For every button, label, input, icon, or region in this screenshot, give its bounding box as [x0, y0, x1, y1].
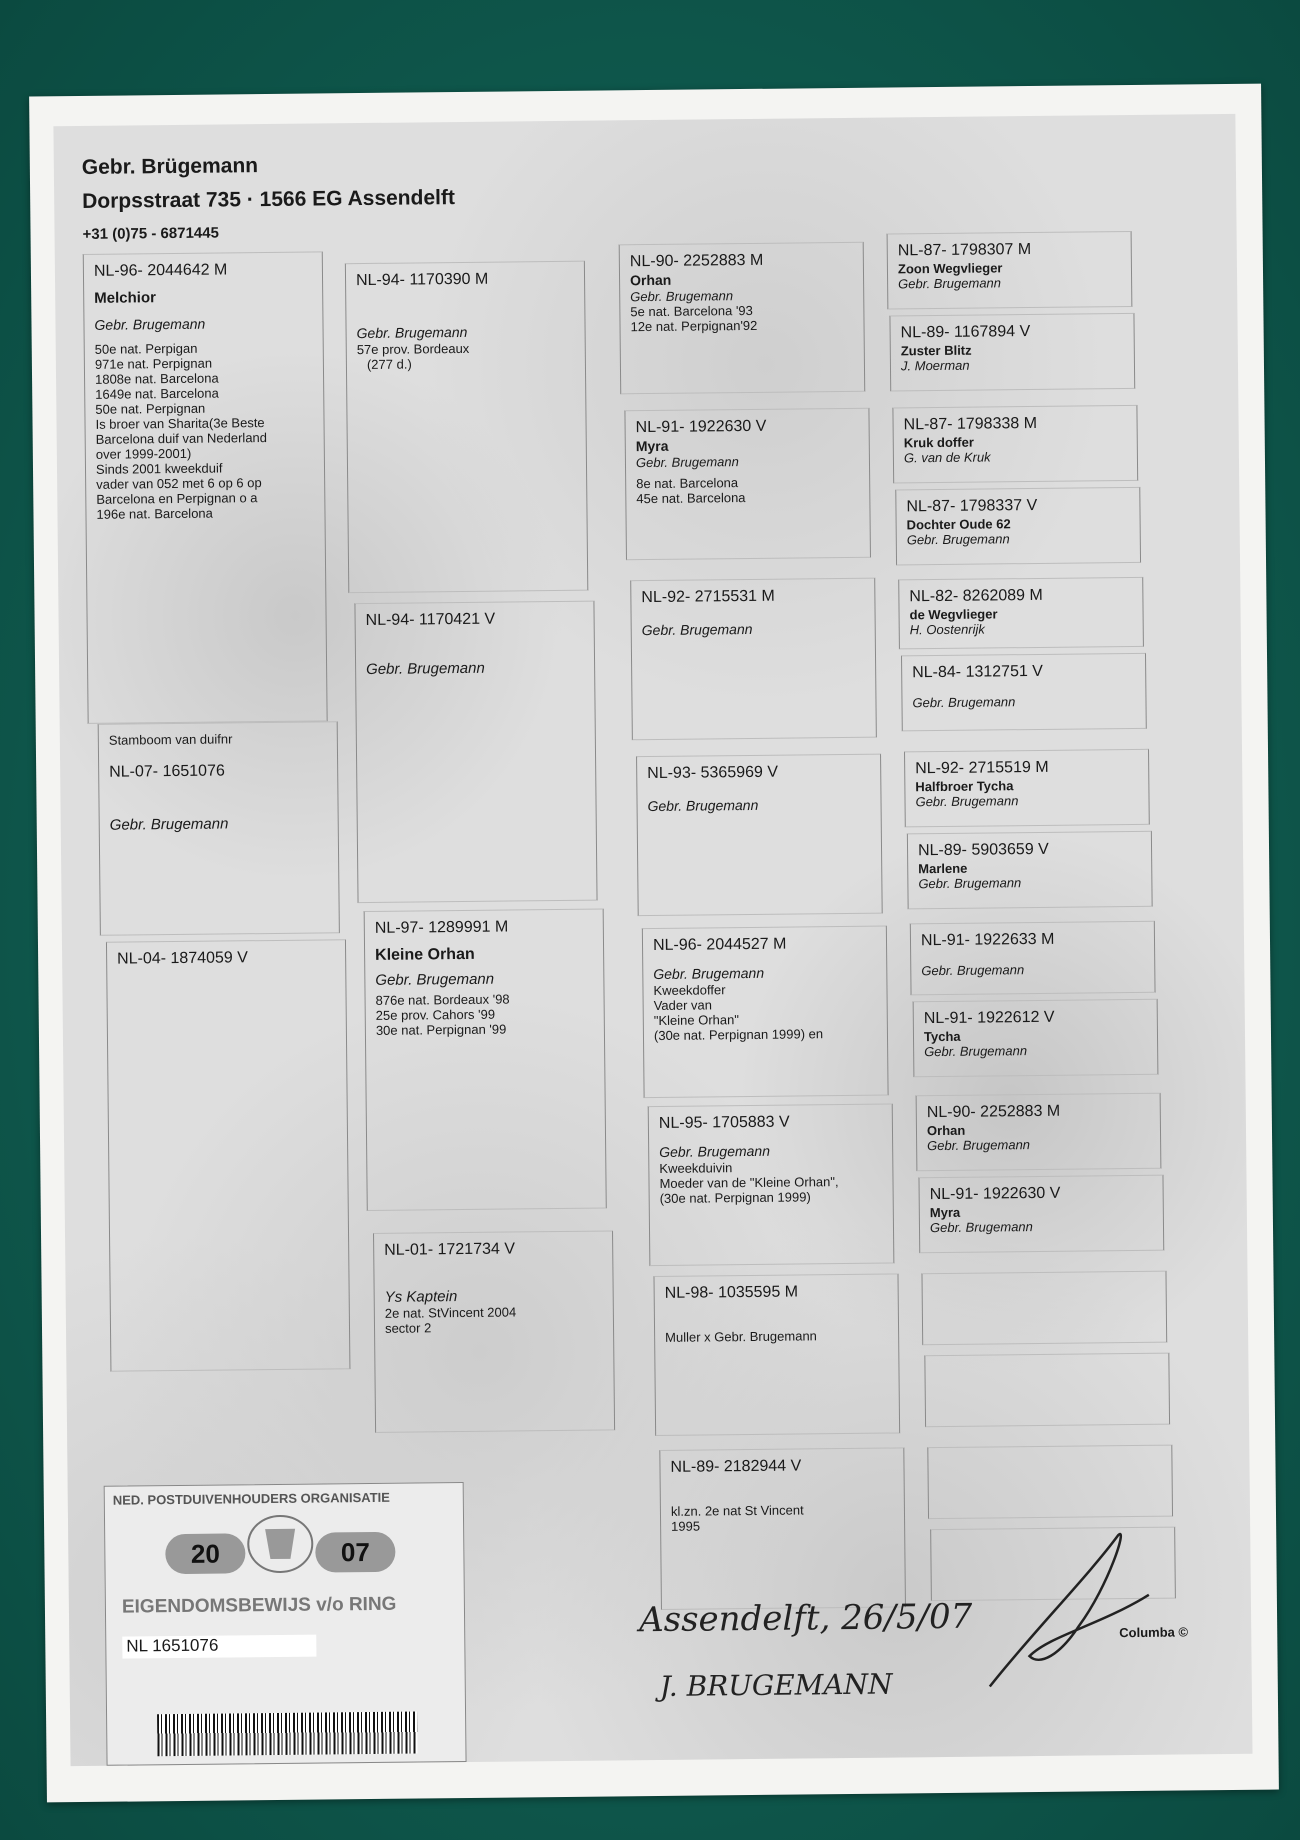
signature-place-date: Assendelft, 26/5/07 [638, 1596, 973, 1641]
sire-note: vader van 052 met 6 op 6 op [96, 475, 262, 492]
certificate-title: EIGENDOMSBEWIJS v/o RING [121, 1593, 397, 1618]
gen4-box [918, 1175, 1164, 1254]
gen4-owner: Gebr. Brugemann [918, 875, 1022, 892]
gen4-owner: Gebr. Brugemann [927, 1137, 1031, 1154]
gen3-box [653, 1273, 900, 1436]
gen2-owner: Gebr. Brugemann [366, 659, 485, 678]
gen3-note: "Kleine Orhan" [653, 1012, 739, 1029]
gen4-ring: NL-87- 1798307 M [897, 241, 1032, 260]
gen4-ring: NL-87- 1798337 V [906, 496, 1038, 516]
gen4-empty-box [924, 1353, 1170, 1428]
gen2-owner: Ys Kaptein [384, 1288, 458, 1306]
gen3-owner: Gebr. Brugemann [647, 796, 759, 815]
gen4-empty-box [921, 1271, 1167, 1346]
gen3-note: Moeder van de "Kleine Orhan", [659, 1174, 839, 1191]
breeder-name: Gebr. Brügemann [81, 154, 259, 179]
sire-ring: NL-96- 2044642 M [93, 261, 228, 280]
certificate-year-right: 07 [315, 1532, 395, 1573]
gen4-box [901, 653, 1147, 732]
certificate-ring: NL 1651076 [122, 1635, 316, 1659]
sire-note: Is broer van Sharita(3e Beste [95, 415, 265, 432]
gen3-ring: NL-96- 2044527 M [652, 935, 787, 955]
signature-name: J. BRUGEMANN [659, 1667, 893, 1703]
gen4-owner: Gebr. Brugemann [921, 962, 1025, 979]
crest-icon [235, 1508, 326, 1579]
breeder-address: Dorpsstraat 735 · 1566 EG Assendelft [82, 186, 456, 213]
gen4-ring: NL-91- 1922630 V [929, 1184, 1061, 1204]
gen4-box [904, 749, 1150, 828]
gen2-ring: NL-97- 1289991 M [374, 918, 509, 937]
gen4-box [898, 577, 1144, 650]
sire-note: 1808e nat. Barcelona [94, 370, 219, 387]
gen3-ring: NL-95- 1705883 V [658, 1113, 790, 1132]
gen4-name: Marlene [918, 860, 968, 877]
gen3-note: 12e nat. Perpignan'92 [630, 317, 758, 335]
gen3-box [619, 242, 866, 395]
gen4-ring: NL-82- 8262089 M [909, 586, 1043, 606]
gen3-name: Myra [635, 437, 669, 455]
gen3-owner: Gebr. Brugemann [641, 620, 753, 639]
gen2-note: 57e prov. Bordeaux [356, 340, 470, 358]
gen4-ring: NL-87- 1798338 M [903, 414, 1038, 434]
gen4-ring: NL-90- 2252883 M [926, 1102, 1061, 1122]
gen3-note: Muller x Gebr. Brugemann [665, 1328, 817, 1345]
sire-note: Barcelona duif van Nederland [95, 430, 268, 447]
gen3-box [636, 754, 883, 917]
gen4-name: Myra [929, 1204, 961, 1221]
gen2-box [345, 261, 588, 593]
gen4-box [892, 405, 1138, 484]
gen4-name: Halfbroer Tycha [915, 778, 1014, 795]
gen4-owner: J. Moerman [900, 357, 970, 374]
gen4-box [887, 231, 1133, 310]
sire-note: Barcelona en Perpignan o a [96, 490, 258, 507]
gen3-box [659, 1447, 906, 1610]
gen4-box [916, 1093, 1162, 1172]
gen3-note: kl.zn. 2e nat St Vincent [670, 1502, 804, 1519]
gen3-note: 8e nat. Barcelona [636, 475, 739, 492]
gen2-name: Kleine Orhan [375, 945, 475, 964]
sire-box [83, 251, 328, 723]
gen4-name: Orhan [926, 1122, 966, 1139]
gen4-empty-box [927, 1445, 1173, 1520]
dam-box [106, 939, 350, 1371]
gen2-ring: NL-01- 1721734 V [384, 1240, 516, 1259]
gen3-owner: Gebr. Brugemann [635, 454, 739, 471]
gen2-ring: NL-94- 1170390 M [355, 270, 489, 290]
gen4-ring: NL-91- 1922633 M [920, 930, 1055, 950]
gen4-owner: Gebr. Brugemann [915, 793, 1019, 810]
gen2-note: 876e nat. Bordeaux '98 [375, 991, 510, 1008]
gen2-note: 2e nat. StVincent 2004 [384, 1304, 517, 1321]
breeder-phone: +31 (0)75 - 6871445 [82, 224, 219, 243]
gen3-note: 45e nat. Barcelona [636, 490, 746, 507]
gen3-note: Kweekduivin [659, 1160, 733, 1176]
dam-ring: NL-04- 1874059 V [117, 949, 248, 968]
gen3-owner: Gebr. Brugemann [659, 1142, 771, 1160]
gen3-note: 1995 [671, 1518, 701, 1534]
gen3-owner: Gebr. Brugemann [630, 288, 734, 305]
gen4-name: Dochter Oude 62 [906, 516, 1011, 533]
gen3-ring: NL-98- 1035595 M [664, 1283, 799, 1302]
gen2-note: sector 2 [384, 1320, 432, 1336]
sire-note: 196e nat. Barcelona [96, 505, 213, 522]
gen3-note: (30e nat. Perpignan 1999) [659, 1189, 811, 1206]
sire-note: Sinds 2001 kweekduif [95, 460, 223, 477]
gen3-note: 5e nat. Barcelona '93 [630, 302, 753, 320]
gen4-box [910, 921, 1156, 996]
gen4-owner: Gebr. Brugemann [906, 531, 1010, 548]
subject-ring: NL-07- 1651076 [109, 762, 225, 781]
gen4-box [889, 313, 1135, 392]
gen4-owner: Gebr. Brugemann [912, 694, 1016, 711]
certificate-org: NED. POSTDUIVENHOUDERS ORGANISATIE [112, 1489, 390, 1508]
gen4-owner: Gebr. Brugemann [924, 1043, 1028, 1060]
subject-box [98, 721, 340, 936]
gen3-ring: NL-89- 2182944 V [670, 1457, 802, 1476]
gen4-name: Zuster Blitz [900, 342, 972, 359]
signature-scribble [968, 1515, 1170, 1697]
gen2-owner: Gebr. Brugemann [356, 323, 468, 342]
pedigree-sheet [29, 84, 1279, 1803]
gen3-box [642, 926, 889, 1099]
sire-name: Melchior [94, 289, 156, 307]
sire-note: over 1999-2001) [95, 445, 192, 462]
gen3-ring: NL-93- 5365969 V [647, 763, 779, 783]
gen3-note: (30e nat. Perpignan 1999) en [653, 1026, 824, 1044]
gen3-box [624, 408, 871, 561]
gen2-box [373, 1230, 615, 1433]
sire-note: 971e nat. Perpignan [94, 355, 213, 372]
sire-owner: Gebr. Brugemann [94, 315, 206, 333]
gen4-owner: Gebr. Brugemann [898, 275, 1002, 292]
sire-note: 50e nat. Perpignan [95, 400, 206, 417]
gen3-box [630, 578, 877, 741]
gen2-owner: Gebr. Brugemann [375, 970, 495, 989]
sire-note: 1649e nat. Barcelona [95, 385, 219, 402]
gen4-ring: NL-84- 1312751 V [912, 662, 1044, 682]
gen4-ring: NL-91- 1922612 V [923, 1008, 1055, 1028]
sire-note: 50e nat. Perpigan [94, 340, 198, 357]
gen3-ring: NL-92- 2715531 M [641, 587, 775, 607]
subject-owner: Gebr. Brugemann [109, 815, 229, 834]
barcode [157, 1712, 417, 1757]
gen2-box [354, 601, 597, 903]
gen3-note: Kweekdoffer [653, 982, 726, 999]
gen4-ring: NL-89- 1167894 V [900, 323, 1031, 342]
gen4-ring: NL-92- 2715519 M [915, 758, 1049, 778]
gen4-box [913, 999, 1159, 1078]
gen3-owner: Gebr. Brugemann [653, 964, 765, 983]
gen4-name: Zoon Wegvlieger [897, 260, 1003, 277]
gen3-ring: NL-91- 1922630 V [635, 417, 767, 437]
subject-label: Stamboom van duifnr [108, 731, 233, 748]
gen4-name: de Wegvlieger [909, 606, 998, 623]
certificate-year-left: 20 [165, 1533, 245, 1574]
gen2-note: 30e nat. Perpignan '99 [375, 1021, 507, 1038]
gen3-ring: NL-90- 2252883 M [629, 251, 764, 271]
gen4-box [895, 487, 1141, 566]
gen2-note: 25e prov. Cahors '99 [375, 1006, 496, 1023]
footer-brand: Columba © [1119, 1624, 1189, 1641]
gen4-name: Kruk doffer [903, 434, 974, 451]
gen2-box [364, 909, 607, 1211]
gen4-owner: Gebr. Brugemann [929, 1219, 1033, 1236]
gen3-note: Vader van [653, 997, 713, 1014]
gen4-owner: H. Oostenrijk [909, 621, 985, 638]
gen2-note: (277 d.) [366, 356, 412, 372]
gen3-name: Orhan [629, 271, 672, 289]
gen3-box [648, 1104, 895, 1267]
gen4-ring: NL-89- 5903659 V [917, 840, 1049, 860]
gen4-owner: G. van de Kruk [903, 449, 991, 466]
ownership-certificate [104, 1482, 467, 1766]
gen2-ring: NL-94- 1170421 V [365, 610, 496, 630]
gen4-box [907, 831, 1153, 910]
gen4-name: Tycha [923, 1028, 961, 1045]
